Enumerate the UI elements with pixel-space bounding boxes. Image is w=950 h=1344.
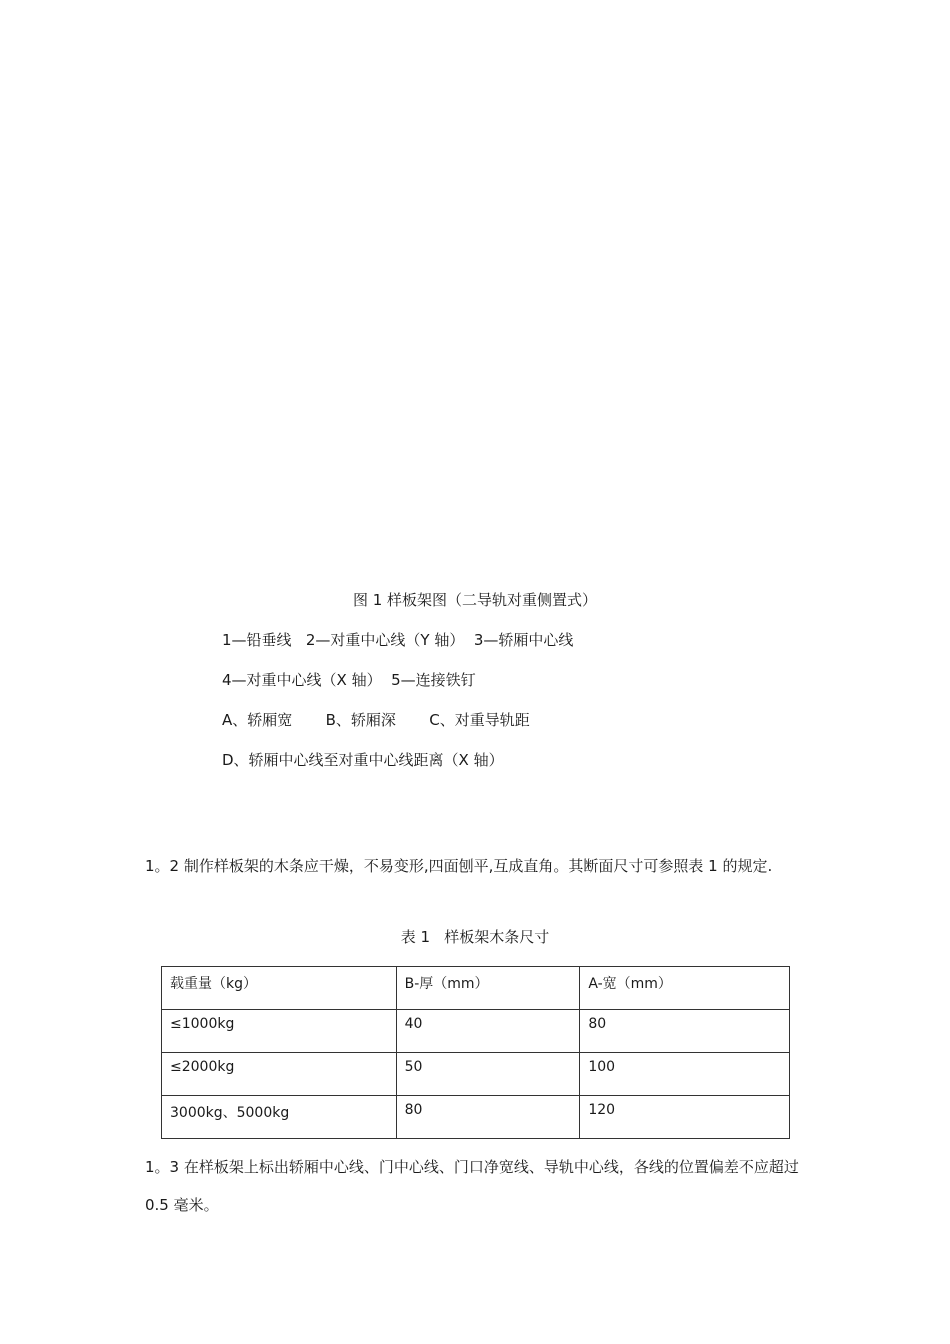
table-cell: ≤2000kg — [162, 1053, 397, 1096]
table-row — [162, 1010, 790, 1053]
figure-legend-line: A、轿厢宽 B、轿厢深 C、对重导轨距 — [222, 711, 530, 729]
table-header-cell: B-厚（mm） — [396, 967, 580, 1010]
table-cell: 120 — [580, 1096, 790, 1139]
figure-legend-line: 1—铅垂线 2—对重中心线（Y 轴） 3—轿厢中心线 — [222, 631, 574, 649]
table-cell: ≤1000kg — [162, 1010, 397, 1053]
table-cell: 50 — [396, 1053, 580, 1096]
table-header-cell: 载重量（kg） — [162, 967, 397, 1010]
timber-dimensions-table — [161, 966, 790, 1139]
table-caption: 表 1 样板架木条尺寸 — [400, 928, 550, 946]
figure-legend-line: D、轿厢中心线至对重中心线距离（X 轴） — [222, 751, 504, 769]
table-row — [162, 1053, 790, 1096]
table-row — [162, 1096, 790, 1139]
figure-legend-line: 4—对重中心线（X 轴） 5—连接铁钉 — [222, 671, 476, 689]
table-cell: 100 — [580, 1053, 790, 1096]
table-cell: 3000kg、5000kg — [162, 1096, 397, 1139]
table-header-cell: A-宽（mm） — [580, 967, 790, 1010]
paragraph-1-3: 1。3 在样板架上标出轿厢中心线、门中心线、门口净宽线、导轨中心线，各线的位置偏差不应超过 0.5 毫米。 — [145, 1158, 799, 1214]
table-cell: 40 — [396, 1010, 580, 1053]
table-cell: 80 — [580, 1010, 790, 1053]
table-cell: 80 — [396, 1096, 580, 1139]
paragraph-1-2: 1。2 制作样板架的木条应干燥，不易变形,四面刨平,互成直角。其断面尺寸可参照表 1 的规定. — [145, 857, 773, 875]
figure-caption: 图 1 样板架图（二导轨对重侧置式） — [352, 591, 598, 609]
table-header-row — [162, 967, 790, 1010]
